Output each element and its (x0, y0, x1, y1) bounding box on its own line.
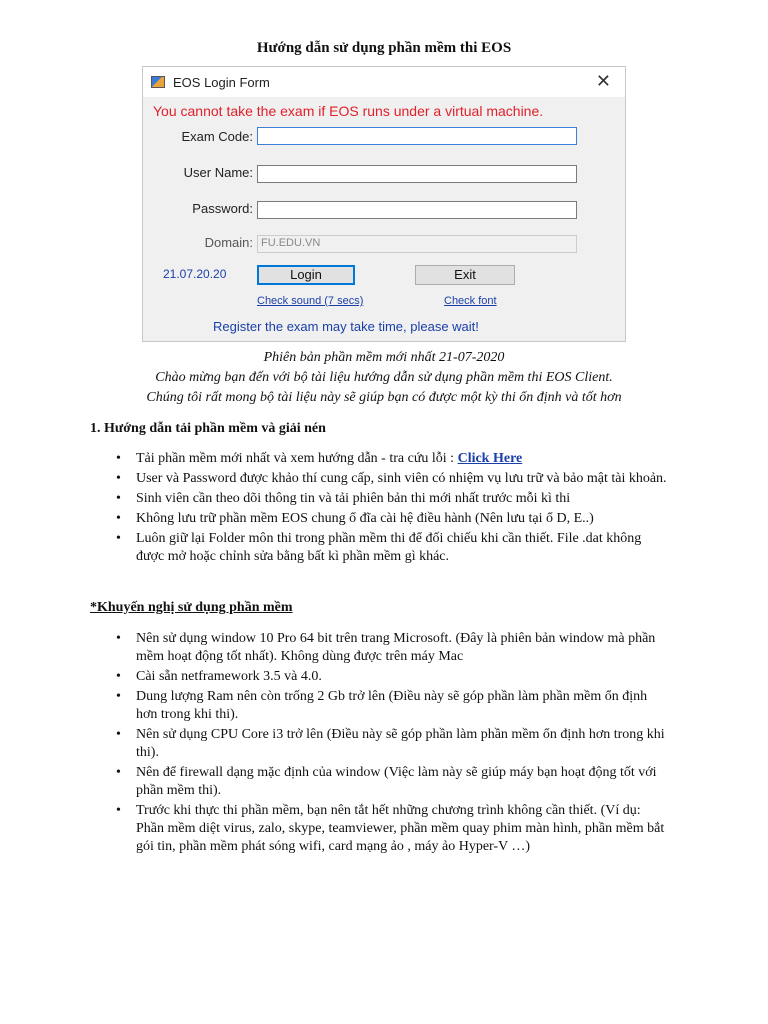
document-title: Hướng dẫn sử dụng phần mềm thi EOS (256, 40, 512, 56)
password-label: Password: (192, 201, 253, 216)
welcome-caption: Chào mừng bạn đến với bộ tài liệu hướng dẫn sử dụng phần mềm thi EOS Client. (155, 370, 613, 385)
window-title: EOS Login Form (173, 75, 270, 90)
version-caption: Phiên bản phần mềm mới nhất 21-07-2020 (263, 350, 505, 365)
vm-warning: You cannot take the exam if EOS runs under a virtual machine. (153, 103, 544, 119)
user-name-label: User Name: (183, 165, 253, 180)
exam-code-input[interactable] (257, 127, 577, 145)
section1-heading: 1. Hướng dẫn tải phần mềm và giải nén (90, 421, 326, 436)
user-name-input[interactable] (257, 165, 577, 183)
window-titlebar (143, 67, 625, 97)
list-item: • Trước khi thực thi phần mềm, bạn nên tắt hết những chương trình không cần thiết. (Ví dụ: Phần mềm diệt virus, zalo, skype, teamviewer, phần mềm quay phim màn hình, phần mềm bắt gói tin, phần mềm phát sóng wifi, card mạng ảo , máy ảo Hyper-V …) (112, 802, 672, 856)
list-item-text: Tải phần mềm mới nhất và xem hướng dẫn - tra cứu lỗi : (136, 451, 458, 466)
domain-input: FU.EDU.VN (257, 235, 577, 253)
eos-login-form-screenshot (142, 66, 626, 342)
version-label: 21.07.20.20 (163, 267, 227, 281)
list-item: • Nên sử dụng CPU Core i3 trở lên (Điều này sẽ góp phần làm phần mềm ổn định hơn trong khi thi). (112, 726, 672, 762)
section2-heading: *Khuyến nghị sử dụng phần mềm (90, 600, 293, 615)
list-item: • Luôn giữ lại Folder môn thi trong phần mềm thi để đối chiếu khi cần thiết. File .dat không được mở hoặc chỉnh sửa bằng bất kì phần mềm gì khác. (112, 530, 672, 566)
click-here-link[interactable]: Click Here (457, 451, 523, 466)
list-item: • Sinh viên cần theo dõi thông tin và tải phiên bản thi mới nhất trước mỗi kì thi (112, 490, 672, 508)
register-message: Register the exam may take time, please wait! (213, 319, 479, 334)
check-font-link[interactable]: Check font (444, 295, 497, 307)
hope-caption: Chúng tôi rất mong bộ tài liệu này sẽ giúp bạn có được một kỳ thi ổn định và tốt hơn (146, 390, 622, 405)
list-item: • Dung lượng Ram nên còn trống 2 Gb trở lên (Điều này sẽ góp phần làm phần mềm ổn định hơn trong khi thi). (112, 688, 672, 724)
section2-list (112, 630, 672, 858)
check-sound-link[interactable]: Check sound (7 secs) (257, 295, 364, 307)
exit-button[interactable]: Exit (415, 265, 515, 285)
login-button[interactable]: Login (257, 265, 355, 285)
app-icon (151, 76, 165, 88)
list-item: • Không lưu trữ phần mềm EOS chung ổ đĩa cài hệ điều hành (Nên lưu tại ổ D, E..) (112, 510, 672, 528)
domain-label: Domain: (204, 235, 253, 250)
password-input[interactable] (257, 201, 577, 219)
section1-list (112, 450, 672, 568)
close-icon[interactable]: ✕ (595, 71, 611, 91)
list-item: • Cài sẵn netframework 3.5 và 4.0. (112, 668, 672, 686)
list-item: • Nên sử dụng window 10 Pro 64 bit trên trang Microsoft. (Đây là phiên bản window mà phần mềm hoạt động tốt nhất). Không dùng được trên máy Mac (112, 630, 672, 666)
exam-code-label: Exam Code: (181, 129, 253, 144)
list-item: • Nên để firewall dạng mặc định của window (Việc làm này sẽ giúp máy bạn hoạt động tốt với phần mềm thi). (112, 764, 672, 800)
list-item: • User và Password được khảo thí cung cấp, sinh viên có nhiệm vụ lưu trữ và bảo mật tài khoản. (112, 470, 672, 488)
list-item (112, 450, 672, 468)
